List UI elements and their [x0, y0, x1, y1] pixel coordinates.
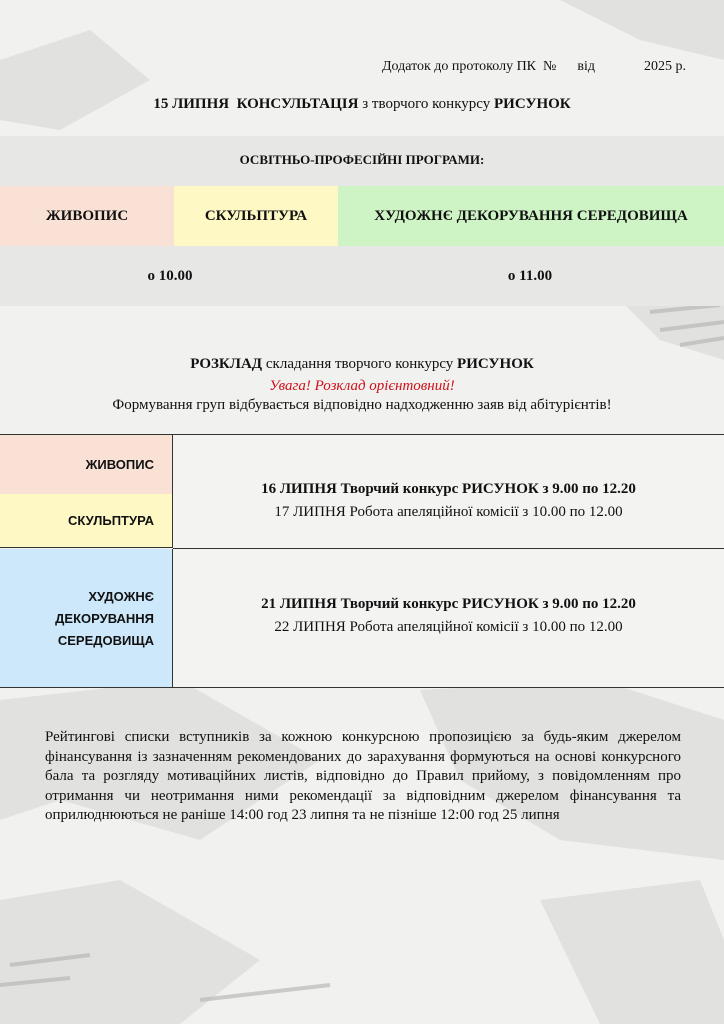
schedule-row-1-exam: 16 ЛИПНЯ Творчий конкурс РИСУНОК з 9.00 по 12.20	[261, 481, 636, 497]
schedule-title	[0, 356, 724, 373]
schedule-title-bold: РОЗКЛАД	[190, 356, 263, 372]
schedule-cell-skulptura	[0, 494, 173, 548]
schedule-program-hud-line-3: СЕРЕДОВИЩА	[57, 633, 154, 648]
schedule-title-subject: РИСУНОК	[457, 356, 534, 372]
groups-note: Формування груп відбувається відповідно надходженню заяв від абітурієнтів!	[112, 397, 612, 413]
schedule-row-2-exam: 21 ЛИПНЯ Творчий конкурс РИСУНОК з 9.00 по 12.20	[261, 596, 636, 612]
consultation-label: КОНСУЛЬТАЦІЯ	[236, 96, 359, 112]
schedule-title-middle: складання творчого конкурсу	[265, 356, 454, 372]
consultation-subject: РИСУНОК	[493, 96, 571, 112]
schedule-program-hud-line-1: ХУДОЖНЄ	[88, 589, 154, 604]
schedule-program-hud	[55, 586, 154, 652]
schedule-row-1-appeal: 17 ЛИПНЯ Робота апеляційної комісії з 10.00 по 12.00	[274, 504, 623, 520]
schedule-cell-hud	[0, 549, 173, 687]
schedule-cell-zhyvopys	[0, 435, 173, 494]
schedule-program-zhyvopys: ЖИВОПИС	[85, 457, 154, 472]
programs-title: ОСВІТНЬО-ПРОФЕСІЙНІ ПРОГРАМИ:	[239, 152, 485, 167]
program-hud-dekoruvannia: ХУДОЖНЄ ДЕКОРУВАННЯ СЕРЕДОВИЩА	[338, 186, 724, 246]
consultation-date: 15 ЛИПНЯ	[153, 96, 230, 112]
consultation-time-1: о 10.00	[147, 268, 193, 284]
ranking-lists-paragraph: Рейтингові списки вступників за кожною конкурсною пропозицією за будь-яким джерелом фінансування із зазначенням рекомендованих до зарахування формуються на основі конкурсного бала та розгляду мотиваційних листів, відповідно до Правил прийому, з повідомленням про отримання чи неотримання ними рекомендації за відповідним джерелом фінансування та оприлюднюються не раніше 14:00 год 23 липня та не пізніше 12:00 год 25 липня	[45, 729, 681, 823]
protocol-annex-note: Додаток до протоколу ПК № від 2025 р.	[381, 59, 686, 74]
schedule-row-1-details	[173, 435, 724, 549]
schedule-row-2-details	[173, 549, 724, 687]
consultation-time-2: о 11.00	[507, 268, 553, 284]
program-zhyvopys: ЖИВОПИС	[0, 186, 174, 246]
schedule-row-2-appeal: 22 ЛИПНЯ Робота апеляційної комісії з 10.00 по 12.00	[274, 619, 623, 635]
consultation-title	[0, 96, 724, 113]
schedule-program-skulptura: СКУЛЬПТУРА	[68, 513, 154, 528]
consultation-middle: з творчого конкурсу	[362, 96, 491, 112]
program-skulptura: СКУЛЬПТУРА	[174, 186, 338, 246]
schedule-program-hud-line-2: ДЕКОРУВАННЯ	[55, 611, 154, 626]
schedule-warning: Увага! Розклад орієнтовний!	[269, 378, 455, 394]
schedule-table	[0, 434, 724, 688]
